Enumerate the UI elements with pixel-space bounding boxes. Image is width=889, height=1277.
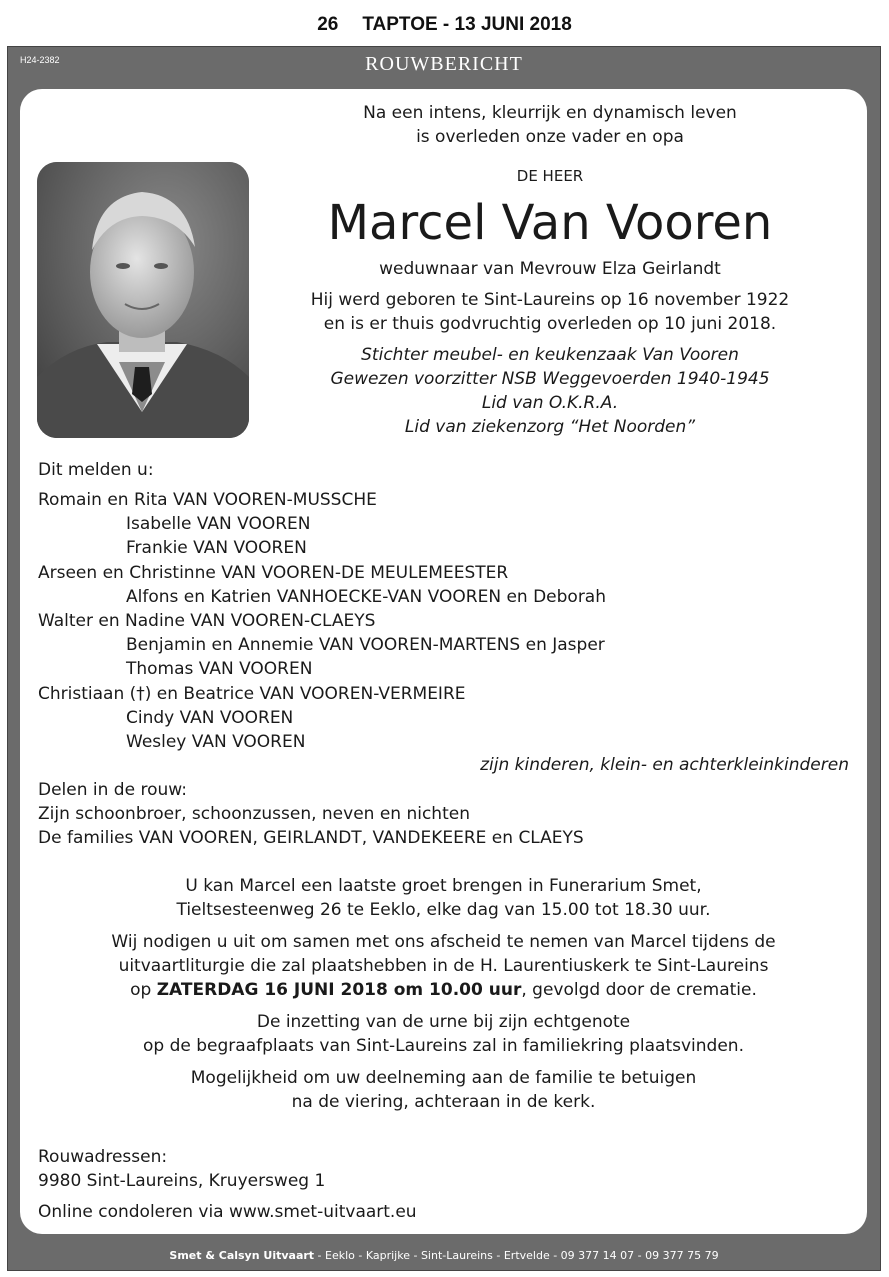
mourning-address: 9980 Sint-Laureins, Kruyersweg 1 bbox=[38, 1171, 326, 1191]
invite-line-3 bbox=[20, 978, 867, 1002]
family-member-line: Isabelle VAN VOOREN bbox=[126, 514, 311, 535]
family-member-line: Thomas VAN VOOREN bbox=[126, 659, 313, 680]
obituary-banner: ROUWBERICHT bbox=[365, 53, 523, 75]
urn-line-1: De inzetting van de urne bij zijn echtgenote bbox=[256, 1012, 631, 1032]
mourning-line-2: De families VAN VOOREN, GEIRLANDT, VANDEKEERE en CLAEYS bbox=[38, 828, 584, 848]
family-member-line: Romain en Rita VAN VOOREN-MUSSCHE bbox=[38, 490, 377, 510]
role-line-4: Lid van ziekenzorg “Het Noorden” bbox=[404, 417, 696, 437]
birth-line: Hij werd geboren te Sint-Laureins op 16 november 1922 bbox=[310, 290, 790, 310]
publication-title: TAPTOE - 13 JUNI 2018 bbox=[362, 14, 572, 35]
obituary-frame bbox=[7, 46, 881, 1271]
deceased-name: Marcel Van Vooren bbox=[327, 195, 773, 251]
announce-heading: Dit melden u: bbox=[38, 460, 154, 480]
death-line: en is er thuis godvruchtig overleden op 10 juni 2018. bbox=[323, 314, 777, 334]
funeral-date: ZATERDAG 16 JUNI 2018 om 10.00 uur bbox=[156, 980, 522, 1000]
masthead bbox=[0, 14, 889, 36]
intro-line-1: Na een intens, kleurrijk en dynamisch leven bbox=[363, 103, 737, 123]
family-member-line: Frankie VAN VOOREN bbox=[126, 538, 307, 559]
online-condolence: Online condoleren via www.smet-uitvaart.eu bbox=[38, 1202, 417, 1222]
children-note: zijn kinderen, klein- en achterkleinkinderen bbox=[480, 755, 849, 775]
invite-line-3-post: , gevolgd door de crematie. bbox=[521, 980, 757, 1000]
obituary-card bbox=[20, 89, 867, 1234]
mourning-heading: Delen in de rouw: bbox=[38, 780, 187, 800]
page-number: 26 bbox=[317, 14, 339, 35]
family-member-line: Walter en Nadine VAN VOOREN-CLAEYS bbox=[38, 611, 376, 631]
ad-code: H24-2382 bbox=[20, 55, 60, 65]
invite-line-2: uitvaartliturgie die zal plaatshebben in de H. Laurentiuskerk te Sint-Laureins bbox=[118, 956, 769, 976]
role-line-3: Lid van O.K.R.A. bbox=[481, 393, 619, 413]
role-line-2: Gewezen voorzitter NSB Weggevoerden 1940-1945 bbox=[330, 369, 770, 389]
condolence-line-2: na de viering, achteraan in de kerk. bbox=[291, 1092, 596, 1112]
mourning-line-1: Zijn schoonbroer, schoonzussen, neven en nichten bbox=[38, 804, 470, 824]
family-member-line: Christiaan (†) en Beatrice VAN VOOREN-VERMEIRE bbox=[38, 683, 466, 704]
visit-line-1: U kan Marcel een laatste groet brengen in Funerarium Smet, bbox=[185, 876, 702, 896]
invite-line-3-pre: op bbox=[130, 980, 157, 1000]
footer-company: Smet & Calsyn Uitvaart bbox=[169, 1249, 315, 1262]
visit-line-2: Tieltsesteenweg 26 te Eeklo, elke dag van 15.00 tot 18.30 uur. bbox=[176, 900, 711, 920]
honorific: DE HEER bbox=[516, 167, 584, 185]
addresses-heading: Rouwadressen: bbox=[38, 1147, 168, 1167]
family-member-line: Benjamin en Annemie VAN VOOREN-MARTENS en Jasper bbox=[126, 635, 605, 656]
family-member-line: Arseen en Christinne VAN VOOREN-DE MEULEMEESTER bbox=[38, 562, 509, 583]
portrait-image bbox=[37, 162, 249, 438]
urn-line-2: op de begraafplaats van Sint-Laureins zal in familiekring plaatsvinden. bbox=[143, 1036, 744, 1056]
widower-line: weduwnaar van Mevrouw Elza Geirlandt bbox=[379, 259, 721, 279]
role-line-1: Stichter meubel- en keukenzaak Van Vooren bbox=[361, 345, 739, 365]
portrait-photo bbox=[37, 162, 249, 438]
family-member-line: Alfons en Katrien VANHOECKE-VAN VOOREN en Deborah bbox=[126, 586, 607, 607]
family-member-line: Wesley VAN VOOREN bbox=[126, 732, 306, 752]
footer bbox=[8, 1249, 880, 1262]
condolence-line-1: Mogelijkheid om uw deelneming aan de familie te betuigen bbox=[190, 1068, 697, 1088]
family-member-line: Cindy VAN VOOREN bbox=[126, 707, 294, 728]
invite-line-1: Wij nodigen u uit om samen met ons afscheid te nemen van Marcel tijdens de bbox=[111, 932, 776, 952]
intro-line-2: is overleden onze vader en opa bbox=[416, 127, 684, 147]
footer-details: - Eeklo - Kaprijke - Sint-Laureins - Ertvelde - 09 377 14 07 - 09 377 75 79 bbox=[314, 1249, 719, 1262]
